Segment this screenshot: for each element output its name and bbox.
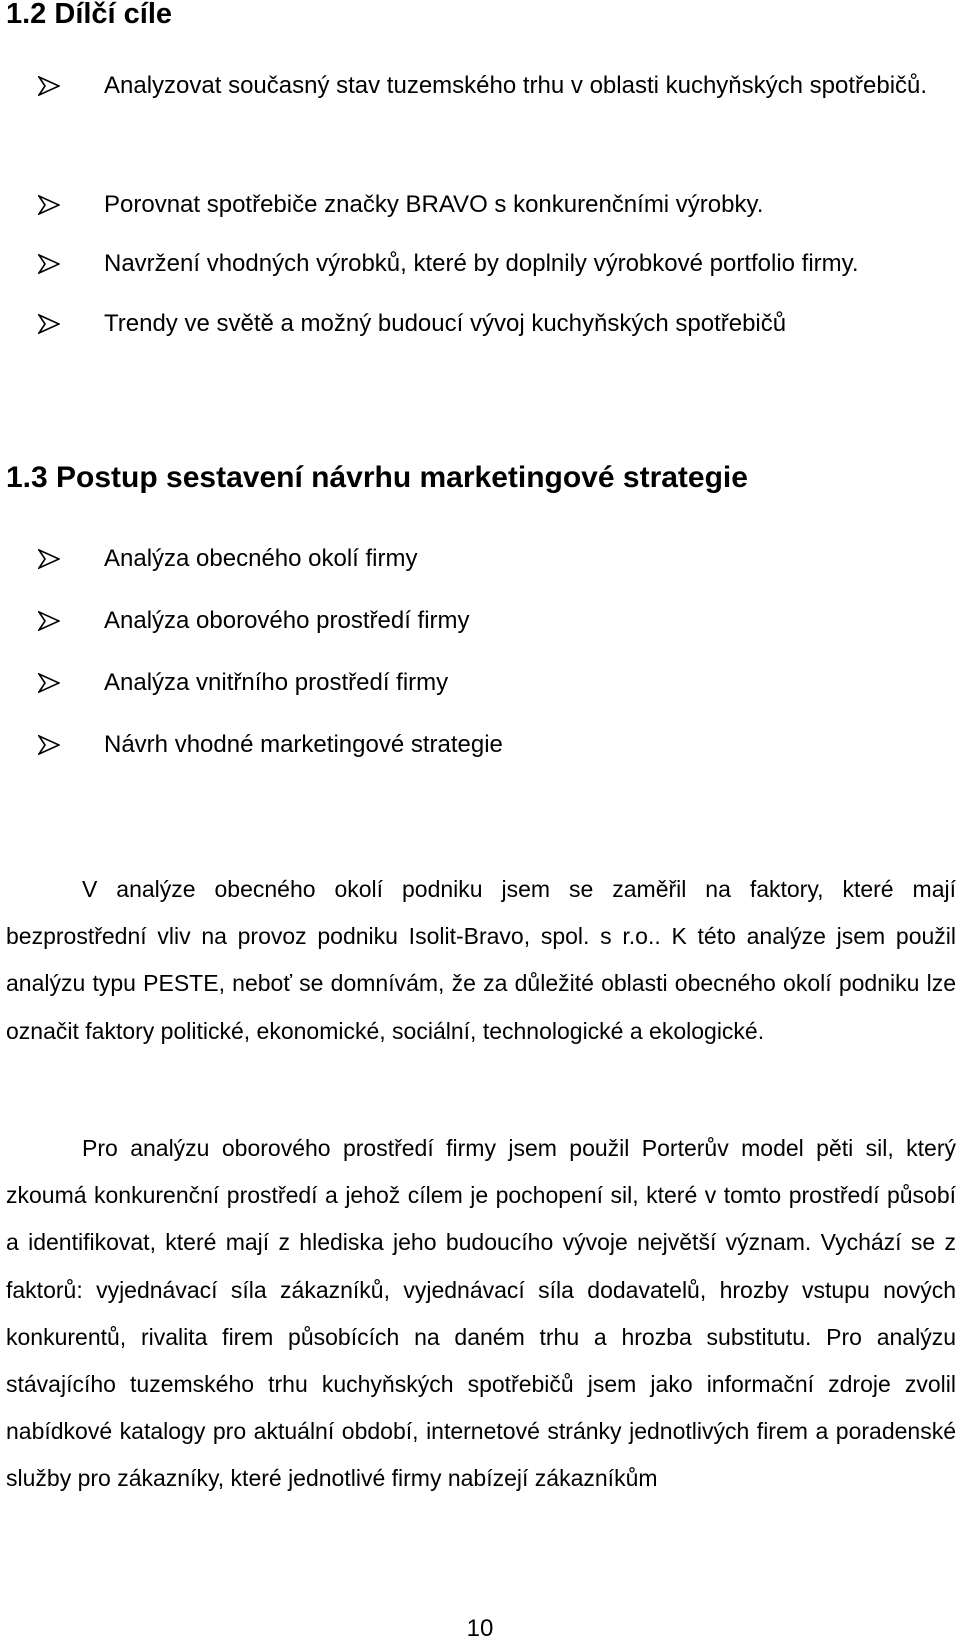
procedure-list-item (0, 725, 960, 765)
goals-list-item (0, 304, 960, 344)
procedure-list-item-text: Analýza vnitřního prostředí firmy (104, 669, 449, 696)
arrowhead-bullet-icon (38, 195, 60, 215)
section-heading-1-3: 1.3 Postup sestavení návrhu marketingové strategie (6, 461, 748, 494)
body-paragraph: V analýze obecného okolí podniku jsem se zaměřil na faktory, které mají bezprostřední vliv na provoz podniku Isolit-Bravo, spol. s r.o.. K této analýze jsem použil analýzu typu PESTE, neboť se domnívám, že za důležité oblasti obecného okolí podniku lze označit faktory politické, ekonomické, sociální, technologické a ekologické. (6, 876, 956, 1044)
page-number: 10 (466, 1615, 494, 1642)
goals-list-item-text: Porovnat spotřebiče značky BRAVO s konkurenčními výrobky. (104, 191, 764, 218)
goals-list-item-text: Analyzovat současný stav tuzemského trhu v oblasti kuchyňských spotřebičů. (104, 72, 928, 99)
procedure-list-item (0, 663, 960, 703)
arrowhead-bullet-icon (38, 735, 60, 755)
goals-list-item (0, 185, 960, 225)
section-heading-1-2: 1.2 Dílčí cíle (6, 0, 173, 30)
body-paragraph: Pro analýzu oborového prostředí firmy jsem použil Porterův model pěti sil, který zkoumá konkurenční prostředí a jehož cílem je pochopení sil, které v tomto prostředí působí a identifikovat, které mají z hlediska jeho budoucího vývoje největší význam. Vychází se z faktorů: vyjednávací síla zákazníků, vyjednávací síla dodavatelů, hrozby vstupu nových konkurentů, rivalita firem působících na daném trhu a hrozba substitutu. Pro analýzu stávajícího tuzemského trhu kuchyňských spotřebičů jsem jako informační zdroje zvolil nabídkové katalogy pro aktuální období, internetové stránky jednotlivých firem a poradenské služby pro zákazníky, které jednotlivé firmy nabízejí zákazníkům (6, 1135, 956, 1492)
procedure-list-item-text: Návrh vhodné marketingové strategie (104, 731, 503, 758)
arrowhead-bullet-icon (38, 673, 60, 693)
arrowhead-bullet-icon (38, 76, 60, 96)
arrowhead-bullet-icon (38, 611, 60, 631)
procedure-list-item (0, 601, 960, 641)
goals-list-item-text: Trendy ve světě a možný budoucí vývoj kuchyňských spotřebičů (104, 310, 787, 337)
procedure-list-item (0, 539, 960, 579)
arrowhead-bullet-icon (38, 549, 60, 569)
arrowhead-bullet-icon (38, 254, 60, 274)
goals-list-item (0, 66, 960, 106)
arrowhead-bullet-icon (38, 314, 60, 334)
goals-list-item-text: Navržení vhodných výrobků, které by doplnily výrobkové portfolio firmy. (104, 250, 859, 277)
procedure-list-item-text: Analýza oborového prostředí firmy (104, 607, 470, 634)
goals-list-item (0, 244, 960, 284)
procedure-list-item-text: Analýza obecného okolí firmy (104, 545, 418, 572)
